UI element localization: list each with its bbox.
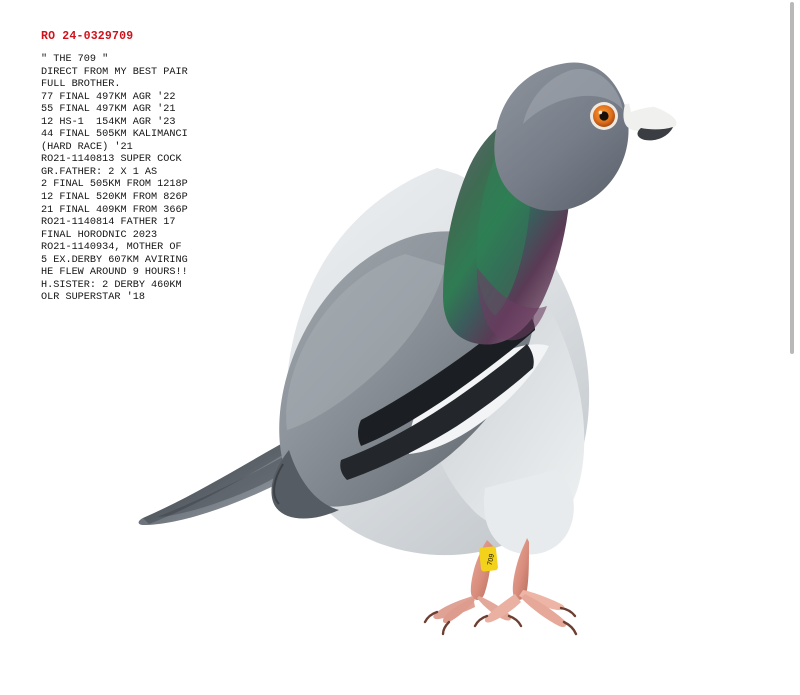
pedigree-line: GR.FATHER: 2 X 1 AS <box>41 166 158 178</box>
leg-band-label: 709 <box>486 553 497 567</box>
scrollbar-track[interactable] <box>792 0 797 695</box>
leg-band <box>479 546 498 572</box>
pigeon-head <box>494 62 628 210</box>
pedigree-line: FULL BROTHER. <box>41 79 121 91</box>
pedigree-line: 21 FINAL 409KM FROM 366P <box>41 204 188 216</box>
pedigree-line: 55 FINAL 497KM AGR '21 <box>41 104 176 116</box>
pedigree-line: 12 FINAL 520KM FROM 826P <box>41 192 188 204</box>
pedigree-line: 77 FINAL 497KM AGR '22 <box>41 91 176 103</box>
scrollbar-thumb[interactable] <box>790 2 794 354</box>
pedigree-line: RO21-1140934, MOTHER OF <box>41 242 182 254</box>
pigeon-photo <box>85 18 725 658</box>
pedigree-line: RO21-1140813 SUPER COCK <box>41 154 182 166</box>
pedigree-line: RO21-1140814 FATHER 17 <box>41 217 176 229</box>
pedigree-line: 5 EX.DERBY 607KM AVIRING <box>41 254 188 266</box>
pigeon-eye <box>590 102 618 130</box>
pedigree-line: H.SISTER: 2 DERBY 460KM <box>41 279 182 291</box>
ring-number-label: RO 24-0329709 <box>41 30 134 43</box>
pedigree-line: " THE 709 " <box>41 54 109 65</box>
pedigree-line: DIRECT FROM MY BEST PAIR <box>41 66 188 78</box>
pedigree-line: FINAL HORODNIC 2023 <box>41 229 158 241</box>
pedigree-line: 12 HS-1 154KM AGR '23 <box>41 116 176 128</box>
pedigree-line: (HARD RACE) '21 <box>41 141 133 153</box>
pedigree-line: HE FLEW AROUND 9 HOURS!! <box>41 267 188 279</box>
pedigree-line: 44 FINAL 505KM KALIMANCI <box>41 129 188 141</box>
pedigree-line: 2 FINAL 505KM FROM 1218P <box>41 179 188 191</box>
pigeon-beak <box>623 100 676 140</box>
pedigree-line: OLR SUPERSTAR '18 <box>41 292 145 304</box>
